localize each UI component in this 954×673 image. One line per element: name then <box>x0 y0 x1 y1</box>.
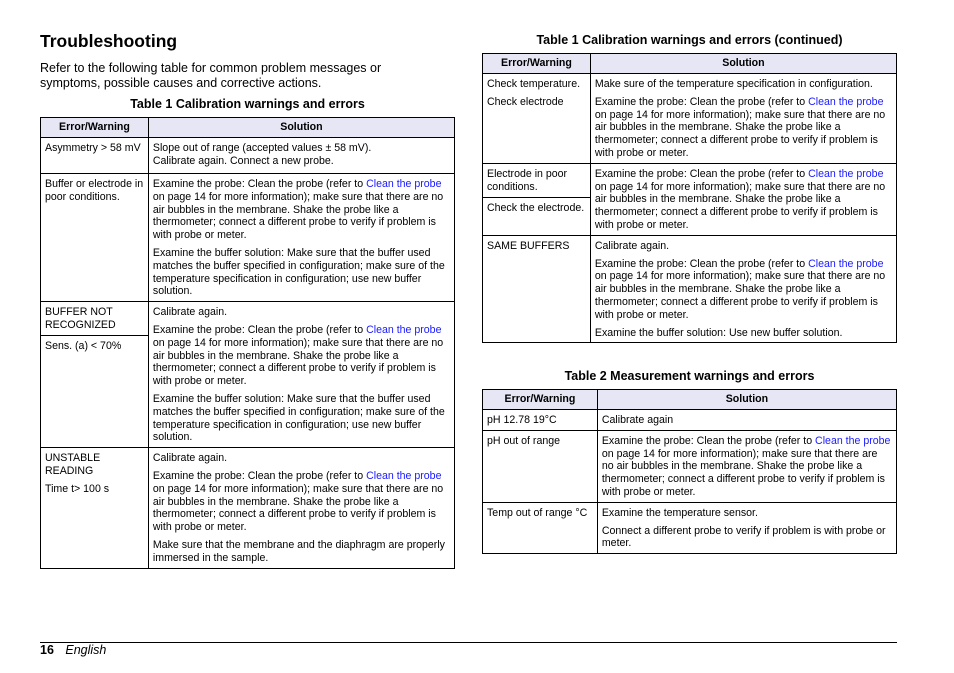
clean-probe-link[interactable]: Clean the probe <box>366 178 442 190</box>
solution-cell <box>148 302 454 448</box>
solution-text: Make sure of the temperature specification in configuration. <box>594 78 873 90</box>
table1c-header-error: Error/Warning <box>483 54 591 74</box>
error-text: UNSTABLE READING <box>45 452 101 477</box>
error-cell: Temp out of range °C <box>483 502 598 553</box>
solution-cell: Calibrate again <box>597 410 896 431</box>
table-row <box>41 448 455 568</box>
clean-probe-link[interactable]: Clean the probe <box>808 95 884 108</box>
solution-cell <box>590 74 896 164</box>
page-title: Troubleshooting <box>40 31 178 51</box>
solution-text: Examine the buffer solution: Use new buffer solution. <box>594 326 843 339</box>
table-row <box>41 138 455 174</box>
solution-text: on page 14 for more information); make sure that there are no air bubbles in the membrane. Shake the probe like a thermometer; connect a different probe to verify if problem is with probe or meter. <box>152 482 444 534</box>
error-cell: SAME BUFFERS <box>483 235 591 343</box>
solution-text: Examine the probe: Clean the probe (refer to <box>152 469 367 482</box>
solution-text: Examine the probe: Clean the probe (refer to <box>601 434 816 447</box>
solution-cell <box>148 138 454 174</box>
table-row <box>483 502 897 553</box>
solution-text: on page 14 for more information); make sure that there are no air bubbles in the membrane. Shake the probe like a thermometer; connect a different probe to verify if problem is with probe or meter. <box>601 447 885 498</box>
table-row <box>483 410 897 431</box>
solution-text: on page 14 for more information); make sure that there are no air bubbles in the membrane. Shake the probe like a thermometer; connect a different probe to verify if problem is with probe or meter. <box>152 190 444 242</box>
solution-text: on page 14 for more information); make sure that there are no air bubbles in the membrane. Shake the probe like a thermometer; connect a different probe to verify if problem is with probe or meter. <box>594 180 886 231</box>
footer-divider <box>40 642 897 643</box>
table2-caption: Table 2 Measurement warnings and errors <box>564 369 815 383</box>
solution-text: Examine the probe: Clean the probe (refer to <box>594 95 809 108</box>
solution-text: Calibrate again. Connect a new probe. <box>152 154 334 167</box>
table1 <box>40 117 455 569</box>
table2-header-error: Error/Warning <box>483 390 598 410</box>
clean-probe-link[interactable]: Clean the probe <box>808 257 884 270</box>
error-cell: Electrode in poor conditions. <box>483 163 591 197</box>
clean-probe-link[interactable]: Clean the probe <box>366 469 442 482</box>
solution-text: Examine the probe: Clean the probe (refer to <box>152 323 367 336</box>
error-cell: pH 12.78 19°C <box>483 410 598 431</box>
solution-text: on page 14 for more information); make sure that there are no air bubbles in the membrane. Shake the probe like a thermometer; connect a different probe to verify if problem is with probe or meter. <box>152 336 444 388</box>
solution-cell <box>590 235 896 343</box>
table1-continued <box>482 53 897 343</box>
page-number: 16 <box>40 643 54 657</box>
error-cell: BUFFER NOT RECOGNIZED <box>41 302 149 336</box>
solution-cell <box>597 502 896 553</box>
page-footer <box>40 643 106 657</box>
table-row <box>41 302 455 336</box>
footer-language: English <box>65 643 107 657</box>
table-row <box>483 430 897 502</box>
solution-text: Examine the temperature sensor. <box>601 506 758 519</box>
error-text: Check electrode <box>487 95 564 108</box>
solution-cell <box>590 163 896 235</box>
table1-caption: Table 1 Calibration warnings and errors <box>130 97 365 111</box>
solution-cell <box>597 430 896 502</box>
clean-probe-link[interactable]: Clean the probe <box>808 167 884 180</box>
error-text: Check temperature. <box>487 78 581 90</box>
solution-text: Examine the buffer solution: Make sure that the buffer used matches the buffer specified in configuration; make sure of the temperature specification in configuration; use new buffer solution. <box>152 392 445 444</box>
table1c-header-row <box>483 54 897 74</box>
error-cell <box>483 74 591 164</box>
table1-header-solution: Solution <box>148 118 454 138</box>
error-cell: pH out of range <box>483 430 598 502</box>
table1-header-row <box>41 118 455 138</box>
solution-text: on page 14 for more information); make sure that there are no air bubbles in the membrane. Shake the probe like a thermometer; connect a different probe to verify if problem is with probe or meter. <box>594 108 886 159</box>
error-text: Time t> 100 s <box>45 482 110 495</box>
error-cell: Asymmetry > 58 mV <box>41 138 149 174</box>
error-cell: Buffer or electrode in poor conditions. <box>41 174 149 302</box>
solution-text: Examine the probe: Clean the probe (refer to <box>594 257 809 270</box>
solution-cell <box>148 448 454 568</box>
solution-text: Examine the probe: Clean the probe (refer to <box>594 167 809 180</box>
table2 <box>482 389 897 554</box>
error-cell: Check the electrode. <box>483 197 591 235</box>
solution-text: Examine the buffer solution: Make sure that the buffer used matches the buffer specified in configuration; make sure of the temperature specification in configuration; use new buffer solution. <box>152 246 445 298</box>
table1-continued-caption: Table 1 Calibration warnings and errors (continued) <box>536 33 843 47</box>
solution-text: on page 14 for more information); make sure that there are no air bubbles in the membrane. Shake the probe like a thermometer; connect a different probe to verify if problem is with probe or meter. <box>594 270 886 321</box>
solution-text: Examine the probe: Clean the probe (refer to <box>152 178 367 190</box>
solution-text: Calibrate again. <box>152 306 228 319</box>
solution-text: Slope out of range (accepted values ± 58 mV). <box>152 142 372 154</box>
clean-probe-link[interactable]: Clean the probe <box>815 434 891 447</box>
intro-text: Refer to the following table for common problem messages or symptoms, possible causes and corrective actions. <box>40 61 382 90</box>
solution-text: Calibrate again. <box>152 452 228 465</box>
table-row <box>483 163 897 197</box>
table2-header-solution: Solution <box>597 390 896 410</box>
table-row <box>483 235 897 343</box>
table-row <box>483 74 897 164</box>
error-cell <box>41 448 149 568</box>
table1c-header-solution: Solution <box>590 54 896 74</box>
table-row <box>41 174 455 302</box>
clean-probe-link[interactable]: Clean the probe <box>366 323 442 336</box>
solution-text: Calibrate again. <box>594 239 670 252</box>
error-cell: Sens. (a) < 70% <box>41 336 149 448</box>
solution-cell <box>148 174 454 302</box>
solution-text: Connect a different probe to verify if problem is with probe or meter. <box>601 524 886 550</box>
solution-text: Make sure that the membrane and the diaphragm are properly immersed in the sample. <box>152 538 445 564</box>
table2-header-row <box>483 390 897 410</box>
table1-header-error: Error/Warning <box>41 118 149 138</box>
